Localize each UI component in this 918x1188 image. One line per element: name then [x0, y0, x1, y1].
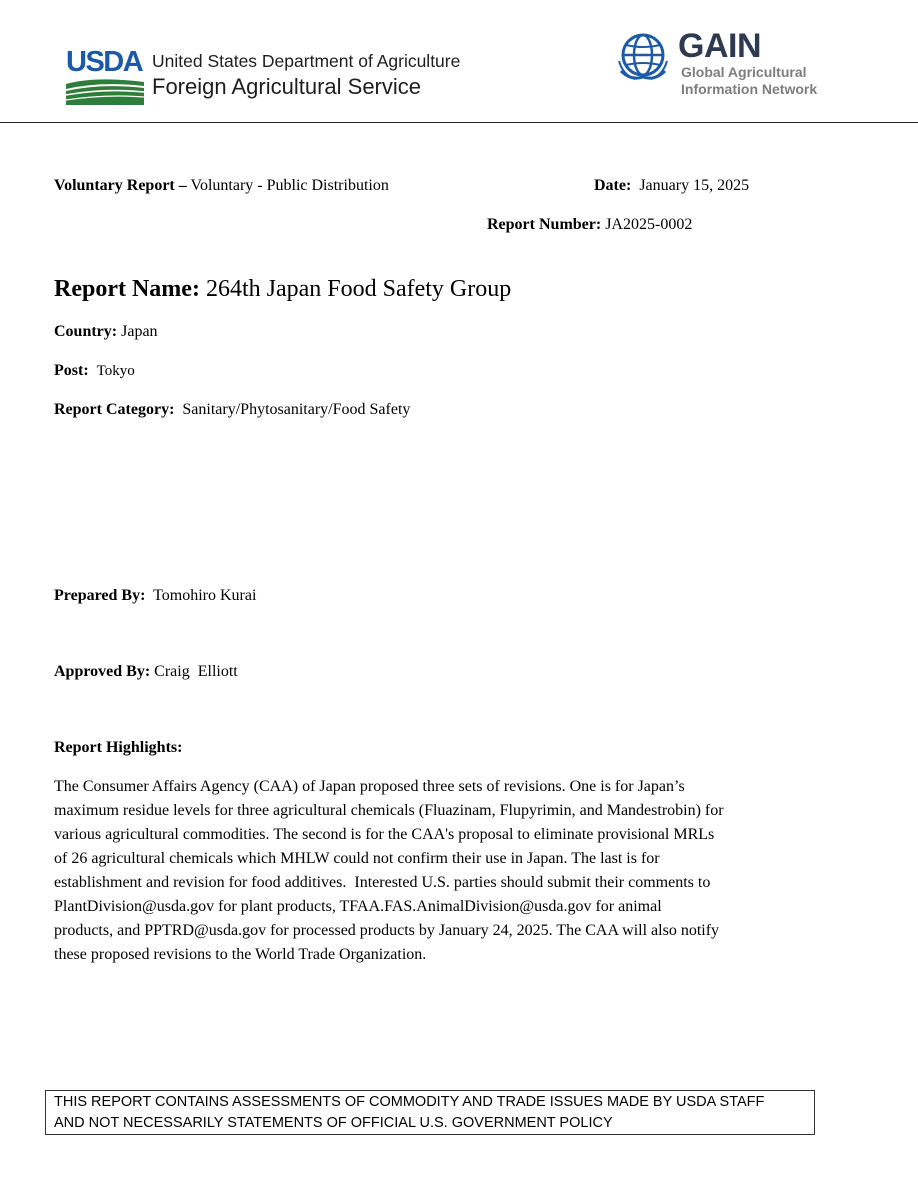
- highlights-line: establishment and revision for food additives. Interested U.S. parties should submit their comments to: [54, 874, 711, 891]
- report-category: [54, 400, 410, 420]
- agency-name: United States Department of Agriculture: [152, 51, 461, 71]
- highlights-line: The Consumer Affairs Agency (CAA) of Japan proposed three sets of revisions. One is for Japan’s: [54, 778, 685, 795]
- report-number-label: Report Number:: [487, 216, 602, 233]
- prepared-by-value: Tomohiro Kurai: [153, 587, 257, 604]
- report-type-value: Voluntary - Public Distribution: [190, 177, 389, 194]
- highlights-line: PlantDivision@usda.gov for plant products, TFAA.FAS.AnimalDivision@usda.gov for animal: [54, 898, 662, 915]
- report-name: [54, 275, 511, 303]
- report-post: [54, 361, 135, 381]
- report-approved-by: [54, 662, 238, 682]
- report-date-label: Date:: [594, 177, 632, 194]
- gain-globe-icon: [617, 31, 669, 83]
- report-post-label: Post:: [54, 362, 89, 379]
- report-number: [487, 215, 692, 235]
- highlights-paragraph: [54, 775, 824, 967]
- approved-by-label: Approved By:: [54, 663, 151, 680]
- usda-logo-swoosh-icon: [66, 78, 144, 105]
- highlights-line: of 26 agricultural chemicals which MHLW could not confirm their use in Japan. The last is for: [54, 850, 660, 867]
- report-country-label: Country:: [54, 323, 118, 340]
- report-type-label: Voluntary Report –: [54, 177, 187, 194]
- report-number-value: JA2025-0002: [605, 216, 693, 233]
- highlights-heading: Report Highlights:: [54, 739, 183, 756]
- usda-logo-text: USDA: [66, 46, 143, 78]
- disclaimer-line1: THIS REPORT CONTAINS ASSESSMENTS OF COMMODITY AND TRADE ISSUES MADE BY USDA STAFF: [54, 1094, 765, 1110]
- disclaimer-box: [45, 1090, 815, 1135]
- gain-subtitle-line2: Information Network: [681, 81, 818, 97]
- highlights-line: various agricultural commodities. The second is for the CAA's proposal to eliminate provisional MRLs: [54, 826, 715, 843]
- gain-logo-text: GAIN: [678, 27, 761, 65]
- report-post-value: Tokyo: [96, 363, 135, 379]
- report-date-value: January 15, 2025: [639, 177, 750, 194]
- disclaimer-line2: AND NOT NECESSARILY STATEMENTS OF OFFICIAL U.S. GOVERNMENT POLICY: [54, 1115, 613, 1131]
- prepared-by-label: Prepared By:: [54, 587, 146, 604]
- report-category-value: Sanitary/Phytosanitary/Food Safety: [182, 401, 411, 418]
- report-type: [54, 176, 389, 196]
- report-country-value: Japan: [121, 323, 158, 340]
- report-prepared-by: [54, 586, 256, 606]
- highlights-line: maximum residue levels for three agricultural chemicals (Fluazinam, Flupyrimin, and Mandestrobin) for: [54, 802, 724, 819]
- report-date: [594, 176, 749, 196]
- report-name-value: 264th Japan Food Safety Group: [205, 276, 512, 302]
- report-country: [54, 322, 158, 342]
- agency-service-name: Foreign Agricultural Service: [152, 74, 422, 99]
- header-divider: [0, 122, 918, 123]
- approved-by-value: Craig Elliott: [154, 663, 238, 680]
- report-category-label: Report Category:: [54, 401, 175, 418]
- gain-subtitle-line1: Global Agricultural: [681, 64, 807, 80]
- highlights-line: products, and PPTRD@usda.gov for processed products by January 24, 2025. The CAA will also notify: [54, 922, 720, 939]
- highlights-line: these proposed revisions to the World Trade Organization.: [54, 946, 427, 963]
- report-name-label: Report Name:: [54, 276, 200, 302]
